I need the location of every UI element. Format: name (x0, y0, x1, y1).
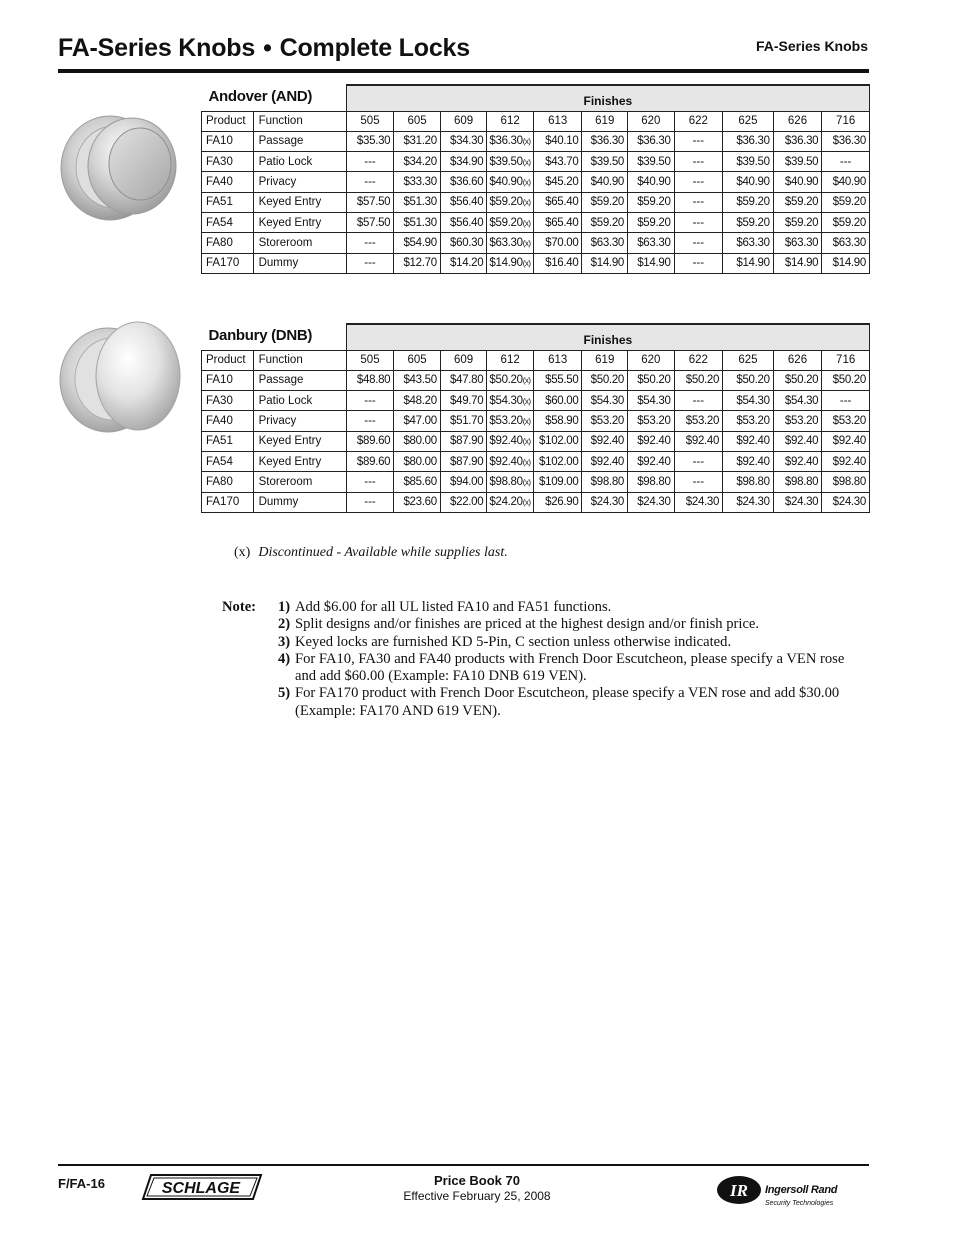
column-header: 626 (773, 111, 822, 131)
andover-knob-image (58, 100, 190, 232)
footnote-text: Discontinued - Available while supplies last. (258, 545, 508, 560)
note-text: For FA170 product with French Door Escutcheon, please specify a VEN rose and add $30.00 (Example: FA170 AND 619 VEN). (295, 685, 840, 719)
price-cell: $65.40 (533, 212, 582, 232)
price-cell: $63.30(x) (487, 233, 534, 253)
column-header: 505 (346, 111, 394, 131)
price-cell: $39.50 (628, 152, 675, 172)
price-cell: $109.00 (533, 472, 582, 492)
price-cell: $102.00 (533, 431, 582, 451)
finishes-header: Finishes (346, 324, 869, 350)
price-cell: $14.90 (582, 253, 628, 273)
price-cell: $59.20(x) (487, 192, 534, 212)
price-cell: $40.90 (628, 172, 675, 192)
function-cell: Keyed Entry (253, 212, 346, 232)
price-cell: $36.30 (773, 131, 822, 151)
price-cell: $57.50 (346, 192, 394, 212)
danbury-table-body (202, 370, 870, 512)
price-cell: --- (346, 253, 394, 273)
price-cell: --- (674, 391, 723, 411)
price-cell: --- (674, 472, 723, 492)
price-cell: --- (822, 391, 870, 411)
column-header: 619 (582, 111, 628, 131)
price-cell: $59.20 (822, 192, 870, 212)
note-number: 2) (278, 616, 291, 633)
product-cell: FA30 (202, 152, 254, 172)
price-cell: $98.80 (582, 472, 628, 492)
column-header: 505 (346, 350, 394, 370)
price-cell: $23.60 (394, 492, 441, 512)
price-cell: --- (674, 233, 723, 253)
price-cell: $98.80(x) (487, 472, 534, 492)
price-cell: $50.20 (773, 370, 822, 390)
table-row (202, 131, 870, 151)
column-header: Function (253, 111, 346, 131)
price-cell: $24.30 (822, 492, 870, 512)
price-cell: $39.50 (773, 152, 822, 172)
table-row (202, 472, 870, 492)
column-header: 613 (533, 350, 582, 370)
product-cell: FA54 (202, 212, 254, 232)
price-cell: $36.30 (723, 131, 774, 151)
price-cell: $92.40 (723, 451, 774, 471)
price-cell: $59.20 (582, 212, 628, 232)
function-cell: Dummy (253, 492, 346, 512)
company-name: Ingersoll Rand (765, 1184, 838, 1196)
price-cell: $98.80 (773, 472, 822, 492)
column-header: 625 (723, 111, 774, 131)
price-cell: $94.00 (440, 472, 487, 492)
notes-label: Note: (222, 599, 257, 615)
price-cell: $85.60 (394, 472, 441, 492)
price-cell: --- (674, 212, 723, 232)
price-cell: $50.20 (582, 370, 628, 390)
price-cell: $53.20 (822, 411, 870, 431)
price-cell: --- (674, 152, 723, 172)
danbury-price-table (201, 323, 870, 513)
price-cell: $16.40 (533, 253, 582, 273)
price-cell: $92.40 (773, 431, 822, 451)
price-cell: $59.20 (628, 192, 675, 212)
danbury-knob-graphic (58, 312, 190, 444)
function-cell: Patio Lock (253, 152, 346, 172)
price-cell: $63.30 (773, 233, 822, 253)
price-cell: $43.70 (533, 152, 582, 172)
price-cell: $58.90 (533, 411, 582, 431)
effective-date: Effective February 25, 2008 (403, 1189, 551, 1203)
price-cell: --- (674, 131, 723, 151)
price-cell: $80.00 (394, 451, 441, 471)
price-cell: $70.00 (533, 233, 582, 253)
price-cell: $89.60 (346, 431, 394, 451)
price-cell: $14.90 (628, 253, 675, 273)
column-header: 612 (487, 111, 534, 131)
price-cell: $47.00 (394, 411, 441, 431)
price-cell: $39.50 (723, 152, 774, 172)
table-row (202, 411, 870, 431)
price-cell: $24.20(x) (487, 492, 534, 512)
schlage-logo (141, 1172, 263, 1202)
price-cell: $24.30 (674, 492, 723, 512)
price-cell: $36.60 (440, 172, 487, 192)
price-cell: $40.90(x) (487, 172, 534, 192)
price-cell: $92.40(x) (487, 451, 534, 471)
price-cell: --- (674, 172, 723, 192)
table-row (202, 492, 870, 512)
function-cell: Privacy (253, 172, 346, 192)
price-cell: --- (822, 152, 870, 172)
product-cell: FA54 (202, 451, 254, 471)
price-cell: $54.30(x) (487, 391, 534, 411)
table-row (202, 253, 870, 273)
column-header: 625 (723, 350, 774, 370)
price-cell: $59.20 (773, 212, 822, 232)
price-cell: $49.70 (440, 391, 487, 411)
price-cell: $50.20 (822, 370, 870, 390)
price-cell: $92.40 (582, 431, 628, 451)
price-cell: --- (346, 172, 394, 192)
danbury-table-title: Danbury (DNB) (202, 324, 347, 350)
price-cell: $36.30 (582, 131, 628, 151)
note-number: 4) (278, 650, 291, 667)
product-cell: FA51 (202, 431, 254, 451)
table-row (202, 152, 870, 172)
table-row (202, 192, 870, 212)
price-cell: $48.20 (394, 391, 441, 411)
table-row (202, 451, 870, 471)
schlage-logo-text: SCHLAGE (161, 1180, 241, 1197)
price-cell: $59.20 (723, 212, 774, 232)
price-cell: $24.30 (628, 492, 675, 512)
column-header: Function (253, 350, 346, 370)
price-cell: $14.90 (773, 253, 822, 273)
price-cell: $92.40 (723, 431, 774, 451)
price-cell: $24.30 (723, 492, 774, 512)
product-cell: FA170 (202, 253, 254, 273)
price-cell: $59.20 (822, 212, 870, 232)
column-header: 716 (822, 350, 870, 370)
price-cell: $92.40 (773, 451, 822, 471)
price-cell: $59.20(x) (487, 212, 534, 232)
andover-column-headers (202, 111, 870, 131)
price-cell: $50.20 (723, 370, 774, 390)
column-header: 605 (394, 111, 441, 131)
danbury-knob-image (58, 312, 190, 444)
price-cell: $54.30 (582, 391, 628, 411)
price-cell: $53.20 (674, 411, 723, 431)
table-row (202, 172, 870, 192)
price-cell: $40.90 (582, 172, 628, 192)
price-cell: $54.30 (773, 391, 822, 411)
column-header: 619 (582, 350, 628, 370)
price-cell: $51.30 (394, 212, 441, 232)
column-header: 620 (628, 350, 675, 370)
function-cell: Privacy (253, 411, 346, 431)
price-cell: --- (674, 192, 723, 212)
notes-list (278, 599, 858, 720)
price-cell: --- (346, 233, 394, 253)
price-cell: $92.40 (822, 431, 870, 451)
note-item (278, 634, 858, 651)
price-cell: $22.00 (440, 492, 487, 512)
function-cell: Passage (253, 131, 346, 151)
andover-table-body (202, 131, 870, 273)
column-header: 613 (533, 111, 582, 131)
price-cell: $98.80 (822, 472, 870, 492)
price-book-title: Price Book 70 (434, 1173, 520, 1188)
price-cell: $92.40(x) (487, 431, 534, 451)
price-cell: $63.30 (582, 233, 628, 253)
price-cell: $57.50 (346, 212, 394, 232)
table-row (202, 212, 870, 232)
column-header: 622 (674, 111, 723, 131)
price-cell: $80.00 (394, 431, 441, 451)
price-cell: $87.90 (440, 431, 487, 451)
price-cell: $92.40 (674, 431, 723, 451)
price-cell: $40.10 (533, 131, 582, 151)
price-cell: $14.90(x) (487, 253, 534, 273)
price-cell: $92.40 (582, 451, 628, 471)
price-cell: $14.20 (440, 253, 487, 273)
function-cell: Keyed Entry (253, 431, 346, 451)
price-cell: $92.40 (628, 451, 675, 471)
price-cell: $53.20 (582, 411, 628, 431)
note-number: 5) (278, 685, 291, 702)
price-cell: $40.90 (723, 172, 774, 192)
product-cell: FA80 (202, 472, 254, 492)
andover-knob-graphic (58, 100, 190, 232)
price-cell: $34.90 (440, 152, 487, 172)
ir-mark-text: IR (730, 1181, 748, 1200)
note-item (278, 651, 858, 686)
footer-rule (58, 1164, 869, 1166)
price-cell: $14.90 (822, 253, 870, 273)
price-cell: $51.30 (394, 192, 441, 212)
price-cell: $53.20(x) (487, 411, 534, 431)
price-cell: $92.40 (822, 451, 870, 471)
price-cell: $14.90 (723, 253, 774, 273)
price-cell: $59.20 (773, 192, 822, 212)
table-row (202, 431, 870, 451)
column-header: 612 (487, 350, 534, 370)
price-cell: --- (346, 152, 394, 172)
column-header: 622 (674, 350, 723, 370)
note-item (278, 616, 858, 633)
price-cell: $36.30 (628, 131, 675, 151)
price-cell: $40.90 (773, 172, 822, 192)
price-cell: $40.90 (822, 172, 870, 192)
function-cell: Storeroom (253, 233, 346, 253)
table-row (202, 370, 870, 390)
table-row (202, 233, 870, 253)
price-cell: $55.50 (533, 370, 582, 390)
price-cell: $24.30 (582, 492, 628, 512)
price-cell: $98.80 (723, 472, 774, 492)
note-text: Split designs and/or finishes are priced at the highest design and/or finish price. (295, 616, 760, 633)
price-cell: $63.30 (723, 233, 774, 253)
price-cell: $63.30 (822, 233, 870, 253)
price-cell: $47.80 (440, 370, 487, 390)
company-division: Security Technologies (765, 1200, 834, 1207)
price-cell: $36.30(x) (487, 131, 534, 151)
price-cell: $34.30 (440, 131, 487, 151)
price-cell: $98.80 (628, 472, 675, 492)
andover-table-title: Andover (AND) (202, 85, 347, 111)
price-cell: $56.40 (440, 192, 487, 212)
price-cell: $51.70 (440, 411, 487, 431)
price-cell: $59.20 (582, 192, 628, 212)
price-cell: $56.40 (440, 212, 487, 232)
note-item (278, 599, 858, 616)
price-cell: $50.20 (674, 370, 723, 390)
price-cell: $60.00 (533, 391, 582, 411)
price-cell: $33.30 (394, 172, 441, 192)
price-cell: $102.00 (533, 451, 582, 471)
function-cell: Keyed Entry (253, 451, 346, 471)
price-cell: --- (346, 472, 394, 492)
column-header: 609 (440, 350, 487, 370)
footnote-marker: (x) (234, 545, 251, 560)
price-cell: $65.40 (533, 192, 582, 212)
price-cell: $50.20(x) (487, 370, 534, 390)
price-cell: $53.20 (628, 411, 675, 431)
function-cell: Passage (253, 370, 346, 390)
price-cell: $63.30 (628, 233, 675, 253)
price-cell: $54.30 (628, 391, 675, 411)
product-cell: FA40 (202, 411, 254, 431)
price-cell: $60.30 (440, 233, 487, 253)
column-header: 620 (628, 111, 675, 131)
price-cell: $39.50 (582, 152, 628, 172)
price-cell: $50.20 (628, 370, 675, 390)
price-cell: $39.50(x) (487, 152, 534, 172)
price-cell: $43.50 (394, 370, 441, 390)
price-cell: $34.20 (394, 152, 441, 172)
note-text: Add $6.00 for all UL listed FA10 and FA51 functions. (295, 599, 612, 615)
danbury-column-headers (202, 350, 870, 370)
price-cell: $12.70 (394, 253, 441, 273)
price-cell: $45.20 (533, 172, 582, 192)
note-text: Keyed locks are furnished KD 5-Pin, C section unless otherwise indicated. (295, 633, 732, 650)
product-cell: FA10 (202, 370, 254, 390)
product-cell: FA170 (202, 492, 254, 512)
note-item (278, 685, 858, 720)
price-cell: $36.30 (822, 131, 870, 151)
price-cell: $53.20 (773, 411, 822, 431)
price-cell: --- (346, 411, 394, 431)
section-label: FA-Series Knobs (755, 38, 868, 54)
finishes-header: Finishes (346, 85, 869, 111)
note-number: 3) (278, 633, 291, 650)
price-cell: $89.60 (346, 451, 394, 471)
price-cell: $48.80 (346, 370, 394, 390)
price-cell: $24.30 (773, 492, 822, 512)
price-cell: $54.30 (723, 391, 774, 411)
price-cell: --- (674, 253, 723, 273)
price-cell: --- (346, 492, 394, 512)
price-cell: $26.90 (533, 492, 582, 512)
product-cell: FA40 (202, 172, 254, 192)
page-title: FA-Series Knobs • Complete Locks (58, 34, 470, 62)
product-cell: FA80 (202, 233, 254, 253)
table-row (202, 391, 870, 411)
note-number: 1) (278, 599, 291, 615)
product-cell: FA30 (202, 391, 254, 411)
discontinued-footnote (234, 545, 508, 561)
page-number: F/FA-16 (58, 1176, 105, 1191)
note-text: For FA10, FA30 and FA40 products with French Door Escutcheon, please specify a VEN rose and add $60.00 (Example: FA10 DNB 619 VEN). (295, 650, 845, 685)
price-cell: $59.20 (723, 192, 774, 212)
column-header: Product (202, 111, 254, 131)
column-header: 609 (440, 111, 487, 131)
column-header: 716 (822, 111, 870, 131)
price-cell: $35.30 (346, 131, 394, 151)
function-cell: Storeroom (253, 472, 346, 492)
column-header: 605 (394, 350, 441, 370)
function-cell: Patio Lock (253, 391, 346, 411)
product-cell: FA51 (202, 192, 254, 212)
title-rule (58, 69, 869, 73)
price-cell: $54.90 (394, 233, 441, 253)
product-cell: FA10 (202, 131, 254, 151)
price-cell: $87.90 (440, 451, 487, 471)
price-cell: $31.20 (394, 131, 441, 151)
column-header: Product (202, 350, 254, 370)
price-cell: --- (346, 391, 394, 411)
column-header: 626 (773, 350, 822, 370)
price-cell: $59.20 (628, 212, 675, 232)
andover-price-table (201, 84, 870, 274)
price-cell: $53.20 (723, 411, 774, 431)
price-cell: --- (674, 451, 723, 471)
function-cell: Dummy (253, 253, 346, 273)
function-cell: Keyed Entry (253, 192, 346, 212)
price-cell: $92.40 (628, 431, 675, 451)
